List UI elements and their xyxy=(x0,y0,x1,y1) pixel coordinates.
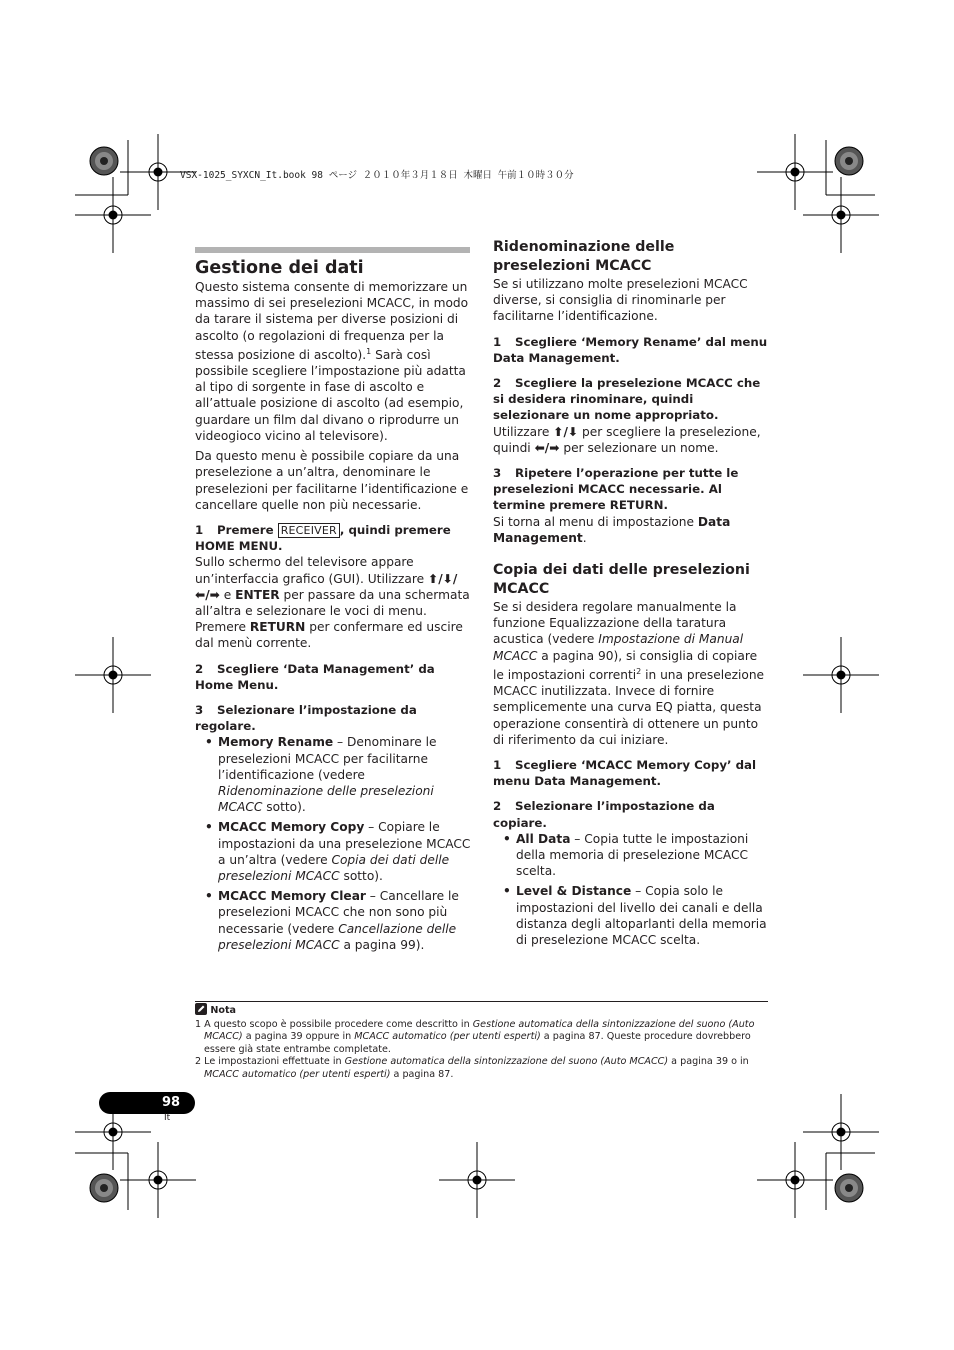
step-heading: 3 Selezionare l’impostazione da regolare. xyxy=(195,702,417,734)
step-text: Si torna al menu di impostazione Data Management. xyxy=(493,514,731,545)
registration-cross-mark xyxy=(439,1142,515,1218)
step-heading: 1 Premere RECEIVER , quindi premere HOME MENU. xyxy=(195,522,451,554)
registration-cross-mark xyxy=(803,637,879,713)
registration-star-mark xyxy=(90,147,118,175)
paragraph: Se si desidera regolare manualmente la funzione Equalizzazione della taratura acustica (vedere Impostazione di Manual MCACC a pagina 90), si consiglia di copiare le impostazioni correnti$^2$ in una preselezione MCACC inutilizzata. Invece di fornire semplicemente una curva EQ piatta, questa operazione consentirà di ottenere un punto di riferimento da cui iniziare. xyxy=(493,600,765,747)
subsection-title: Copia dei dati delle preselezioni MCACC xyxy=(493,562,750,598)
registration-cross-mark xyxy=(75,177,151,253)
footnote: 2 Le impostazioni effettuate in Gestione automatica della sintonizzazione del suono (Auto MCACC) a pagina 39 o in MCACC automatico (per utenti esperti) a pagina 87. xyxy=(195,1056,749,1080)
subsection-title: Ridenominazione delle preselezioni MCACC xyxy=(493,239,675,274)
right-column xyxy=(493,238,768,948)
step-heading: 2 Selezionare l’impostazione da copiare. xyxy=(493,799,715,830)
registration-cross-mark xyxy=(120,1142,196,1218)
footnote: 1 A questo scopo è possibile procedere come descritto in Gestione automatica della sintonizzazione del suono (Auto MCACC) a pagina 39 oppure in MCACC automatico (per utenti esperti) a pagina 87. Queste procedure dovrebbero essere già state entrambe completate. xyxy=(195,1018,755,1055)
intro-paragraph: Questo sistema consente di memorizzare un massimo di sei preselezioni MCACC, in modo da tarare il sistema per diverse posizioni di ascolto (o regolazioni di frequenza per la stessa posizione di ascolto).$^1$ Sarà così possibile scegliere l’impostazione più adatta al tipo di sorgente in fase di ascolto e all’attuale posizione di ascolto (ad esempio, guardare un film dal divano o riprodurre un videogioco vicino al televisore). xyxy=(195,280,469,443)
paragraph: Se si utilizzano molte preselezioni MCACC diverse, si consiglia di rinominarle per facilitarne l’identificazione. xyxy=(493,277,748,324)
options-list xyxy=(195,734,471,953)
list-item: • All Data – Copia tutte le impostazioni della memoria di preselezione MCACC scelta. xyxy=(493,831,768,880)
step-text: Utilizzare ⬆/⬇ per scegliere la preselezione, quindi ⬅/➡ per selezionare un nome. xyxy=(493,424,761,455)
receiver-key-label: RECEIVER xyxy=(278,523,340,538)
registration-cross-mark xyxy=(803,1094,879,1170)
options-list xyxy=(493,831,768,948)
section-title: Gestione dei dati xyxy=(195,258,364,278)
section-rule xyxy=(195,247,470,253)
list-item: • Level & Distance – Copia solo le impostazioni del livello dei canali e della distanza degli altoparlanti della memoria di preselezione MCACC scelta. xyxy=(493,883,768,948)
registration-star-mark xyxy=(835,147,863,175)
language-code: It xyxy=(164,1113,171,1123)
list-item: • MCACC Memory Clear – Cancellare le preselezioni MCACC che non sono più necessarie (vedere Cancellazione delle preselezioni MCACC a pagina 99). xyxy=(195,888,471,953)
page-number: 98 xyxy=(161,1095,181,1110)
print-header-line: VSX-1025_SYXCN_It.book 98 ページ ２０１０年３月１８日 木曜日 午前１０時３０分 xyxy=(180,170,574,181)
left-column xyxy=(195,257,471,953)
registration-cross-mark xyxy=(757,134,833,210)
step-heading: 1 Scegliere ‘Memory Rename’ dal menu Data Management. xyxy=(493,334,768,365)
note-heading: Nota xyxy=(195,1003,770,1018)
registration-cross-mark xyxy=(803,177,879,253)
list-item: • MCACC Memory Copy – Copiare le impostazioni da una preselezione MCACC a un’altra (vedere Copia dei dati delle preselezioni MCACC sotto). xyxy=(195,819,471,884)
intro-paragraph: Da questo menu è possibile copiare da una preselezione a un’altra, denominare le preselezioni per facilitarne l’identificazione e cancellare quelle non più necessarie. xyxy=(195,449,469,512)
registration-star-mark xyxy=(90,1174,118,1202)
step-heading: 2 Scegliere la preselezione MCACC che si desidera rinominare, quindi selezionare un nome appropriato. xyxy=(493,376,761,423)
footnote-rule xyxy=(195,1001,768,1002)
registration-star-mark xyxy=(835,1174,863,1202)
list-item: • Memory Rename – Denominare le preselezioni MCACC per facilitarne l’identificazione (vedere Ridenominazione delle preselezioni MCACC sotto). xyxy=(195,734,471,815)
step-heading: 2 Scegliere ‘Data Management’ da Home Menu. xyxy=(195,661,435,692)
step-text: Sullo schermo del televisore appare un’interfaccia grafico (GUI). Utilizzare ⬆/⬇/ ⬅/➡ e ENTER per passare da una schermata all’altra e selezionare le voci di menu. Premere RETURN per confermare ed uscire dal menù corrente. xyxy=(195,555,470,651)
footnotes xyxy=(195,1003,770,1082)
note-pencil-icon xyxy=(195,1003,207,1015)
registration-cross-mark xyxy=(757,1142,833,1218)
step-heading: 3 Ripetere l’operazione per tutte le preselezioni MCACC necessarie. Al termine premere RETURN. xyxy=(493,466,739,513)
step-heading: 1 Scegliere ‘MCACC Memory Copy’ dal menu Data Management. xyxy=(493,757,757,789)
registration-cross-mark xyxy=(75,637,151,713)
